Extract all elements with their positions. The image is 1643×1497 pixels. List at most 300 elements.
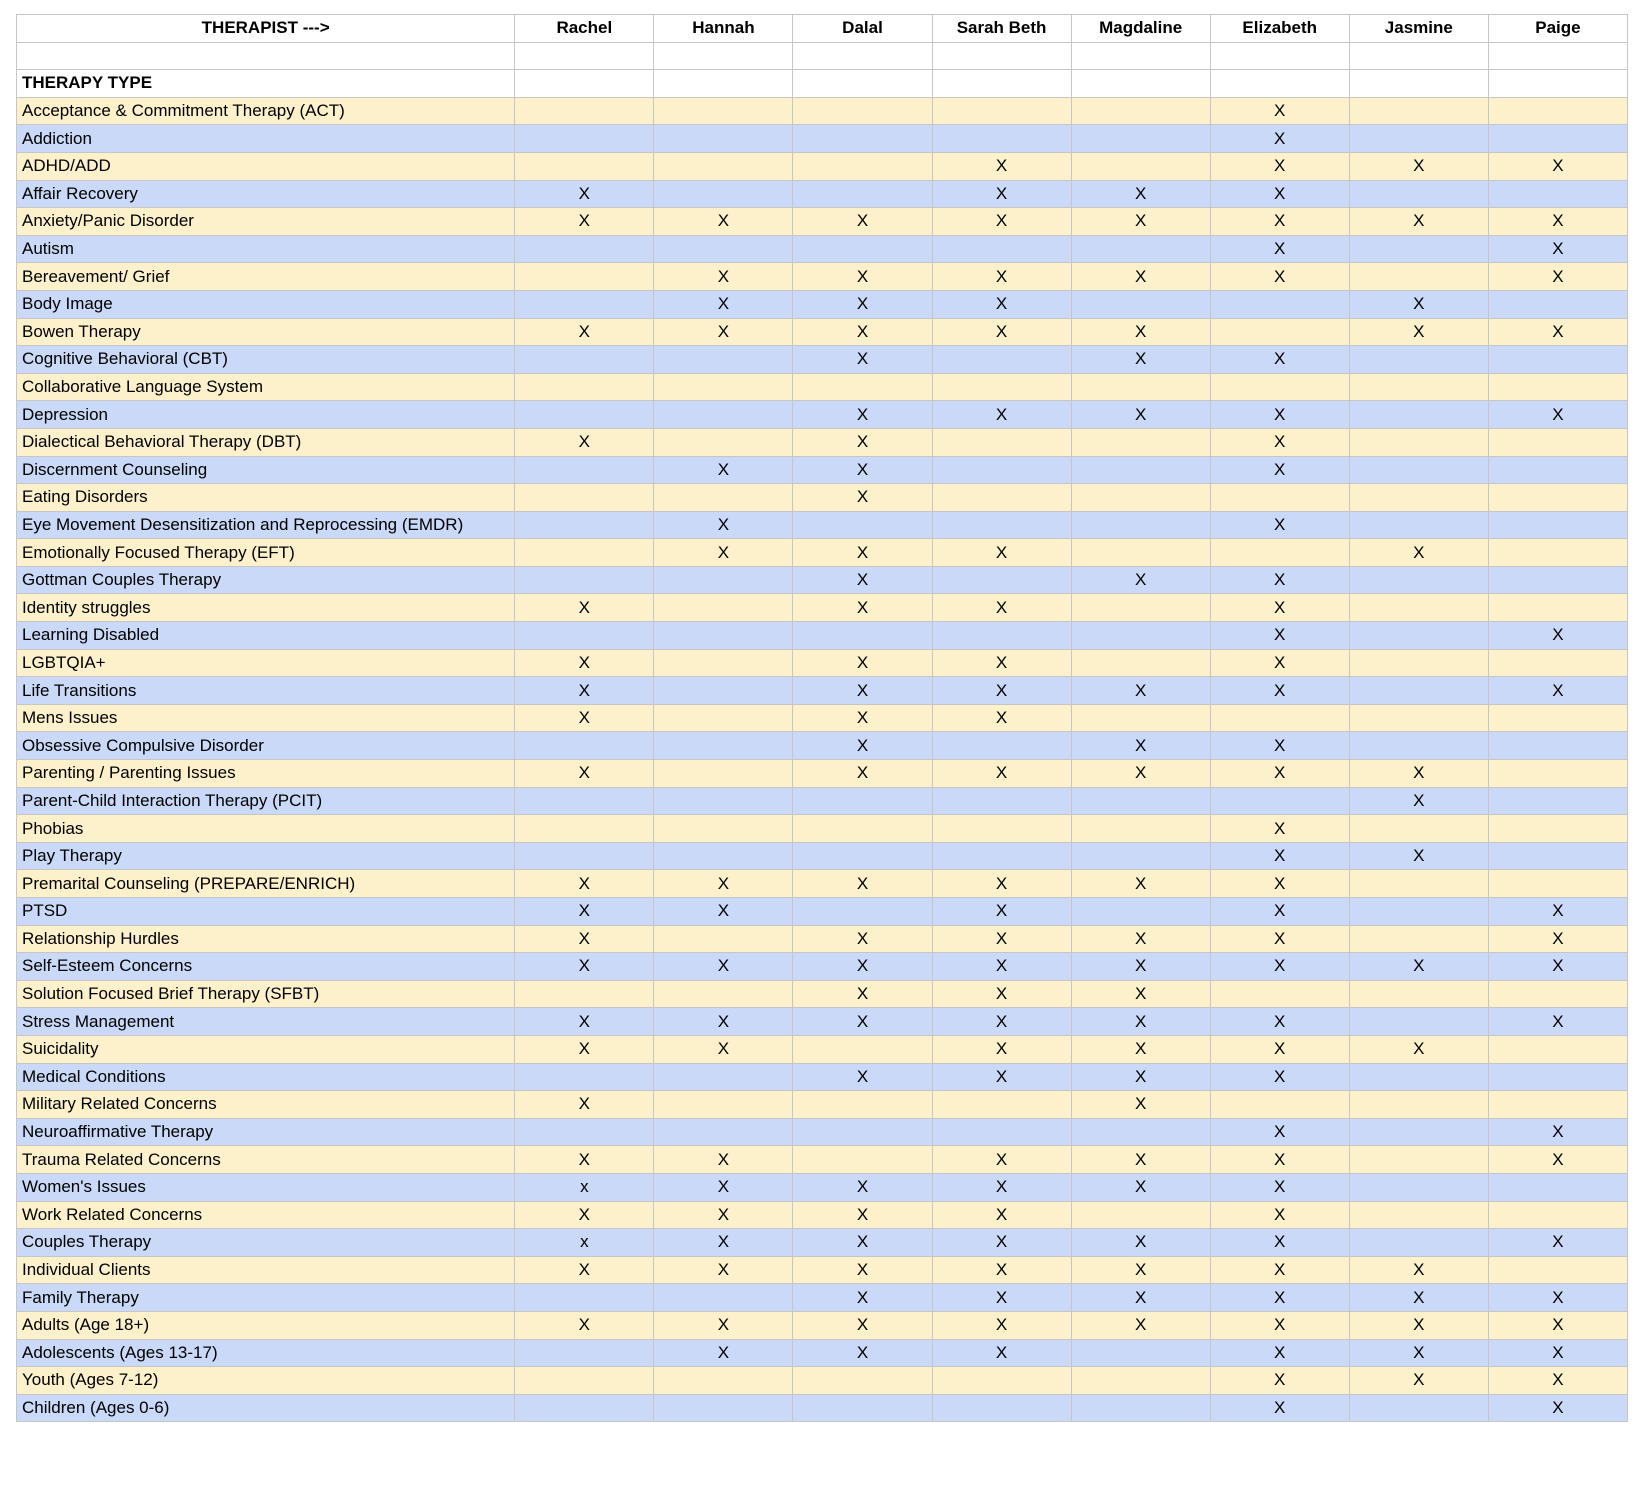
specialty-mark-cell: X (654, 1339, 793, 1367)
specialty-mark-cell (515, 484, 654, 512)
specialty-mark-cell: X (1210, 1063, 1349, 1091)
specialty-mark-cell: X (1488, 622, 1627, 650)
specialty-mark-cell: X (1071, 732, 1210, 760)
specialty-mark-cell (1349, 1008, 1488, 1036)
specialty-mark-cell: X (932, 1201, 1071, 1229)
specialty-mark-cell (1071, 594, 1210, 622)
specialty-mark-cell: X (932, 1063, 1071, 1091)
therapy-type-label: ADHD/ADD (17, 152, 515, 180)
specialty-mark-cell (1349, 373, 1488, 401)
therapy-type-label: Trauma Related Concerns (17, 1146, 515, 1174)
specialty-mark-cell (932, 622, 1071, 650)
specialty-mark-cell: X (932, 760, 1071, 788)
specialty-mark-cell: X (1210, 677, 1349, 705)
specialty-mark-cell: X (1210, 925, 1349, 953)
specialty-mark-cell (1349, 649, 1488, 677)
therapy-type-label: Solution Focused Brief Therapy (SFBT) (17, 980, 515, 1008)
specialty-mark-cell (793, 125, 932, 153)
specialty-mark-cell (1071, 704, 1210, 732)
specialty-mark-cell (1488, 539, 1627, 567)
table-row (17, 290, 1628, 318)
table-row (17, 980, 1628, 1008)
table-row (17, 152, 1628, 180)
specialty-mark-cell (793, 97, 932, 125)
therapy-type-label: Dialectical Behavioral Therapy (DBT) (17, 428, 515, 456)
specialty-mark-cell: X (654, 1229, 793, 1257)
specialty-mark-cell: X (1071, 346, 1210, 374)
specialty-mark-cell: X (1210, 594, 1349, 622)
table-row (17, 1173, 1628, 1201)
therapy-type-label: Gottman Couples Therapy (17, 566, 515, 594)
specialty-mark-cell (1488, 1063, 1627, 1091)
specialty-mark-cell: X (793, 1229, 932, 1257)
therapy-type-label: Collaborative Language System (17, 373, 515, 401)
therapist-name: Rachel (515, 15, 654, 43)
therapist-specialty-table (16, 14, 1628, 1422)
specialty-mark-cell: X (1071, 1256, 1210, 1284)
specialty-mark-cell (515, 842, 654, 870)
specialty-mark-cell: X (654, 318, 793, 346)
specialty-mark-cell (793, 511, 932, 539)
table-row (17, 870, 1628, 898)
therapy-type-label: Children (Ages 0-6) (17, 1394, 515, 1422)
specialty-mark-cell: X (654, 953, 793, 981)
therapy-type-label: Eye Movement Desensitization and Reprocessing (EMDR) (17, 511, 515, 539)
specialty-mark-cell: X (515, 594, 654, 622)
specialty-mark-cell: X (1349, 787, 1488, 815)
specialty-mark-cell (1071, 787, 1210, 815)
specialty-mark-cell (1071, 649, 1210, 677)
specialty-mark-cell: X (793, 456, 932, 484)
specialty-mark-cell: X (1071, 760, 1210, 788)
specialty-mark-cell (932, 1367, 1071, 1395)
specialty-mark-cell (1349, 1146, 1488, 1174)
table-row (17, 456, 1628, 484)
specialty-mark-cell: X (1210, 401, 1349, 429)
specialty-mark-cell (1488, 870, 1627, 898)
specialty-mark-cell (515, 1063, 654, 1091)
specialty-mark-cell: X (793, 1173, 932, 1201)
therapy-type-label: Obsessive Compulsive Disorder (17, 732, 515, 760)
table-row (17, 1284, 1628, 1312)
specialty-mark-cell (654, 373, 793, 401)
specialty-mark-cell (1071, 1367, 1210, 1395)
specialty-mark-cell (654, 428, 793, 456)
specialty-mark-cell: X (1210, 180, 1349, 208)
specialty-mark-cell: X (515, 1146, 654, 1174)
specialty-mark-cell: X (793, 980, 932, 1008)
specialty-mark-cell: X (1071, 263, 1210, 291)
specialty-mark-cell (1349, 428, 1488, 456)
specialty-mark-cell (1488, 649, 1627, 677)
therapy-type-label: Neuroaffirmative Therapy (17, 1118, 515, 1146)
specialty-mark-cell: X (793, 1339, 932, 1367)
therapy-type-label: Parent-Child Interaction Therapy (PCIT) (17, 787, 515, 815)
specialty-mark-cell (932, 456, 1071, 484)
specialty-mark-cell: X (1210, 622, 1349, 650)
table-row (17, 263, 1628, 291)
specialty-mark-cell (654, 649, 793, 677)
table-row (17, 1201, 1628, 1229)
specialty-mark-cell: X (1210, 152, 1349, 180)
specialty-mark-cell (1210, 704, 1349, 732)
therapist-name: Hannah (654, 15, 793, 43)
therapist-name: Jasmine (1349, 15, 1488, 43)
specialty-mark-cell (1488, 428, 1627, 456)
specialty-mark-cell: X (932, 870, 1071, 898)
specialty-mark-cell: X (1071, 566, 1210, 594)
therapy-type-label: Individual Clients (17, 1256, 515, 1284)
specialty-mark-cell (654, 980, 793, 1008)
specialty-mark-cell (932, 97, 1071, 125)
specialty-mark-cell (1488, 125, 1627, 153)
specialty-mark-cell (515, 152, 654, 180)
specialty-mark-cell: X (793, 1008, 932, 1036)
specialty-mark-cell (793, 152, 932, 180)
specialty-mark-cell: X (793, 925, 932, 953)
specialty-mark-cell (1349, 346, 1488, 374)
table-row (17, 898, 1628, 926)
specialty-mark-cell: X (654, 290, 793, 318)
specialty-mark-cell (654, 925, 793, 953)
specialty-mark-cell: X (654, 1146, 793, 1174)
specialty-mark-cell: X (515, 1035, 654, 1063)
specialty-mark-cell: X (515, 1091, 654, 1119)
specialty-mark-cell (654, 842, 793, 870)
specialty-mark-cell: X (932, 263, 1071, 291)
specialty-mark-cell (1349, 566, 1488, 594)
therapy-type-label: Women's Issues (17, 1173, 515, 1201)
specialty-mark-cell (515, 125, 654, 153)
specialty-mark-cell (1071, 1118, 1210, 1146)
specialty-mark-cell: x (515, 1173, 654, 1201)
specialty-mark-cell (1349, 677, 1488, 705)
table-row (17, 566, 1628, 594)
specialty-mark-cell (1349, 1173, 1488, 1201)
therapy-type-label: Adults (Age 18+) (17, 1311, 515, 1339)
table-row (17, 760, 1628, 788)
specialty-mark-cell (1488, 787, 1627, 815)
specialty-mark-cell (654, 152, 793, 180)
specialty-mark-cell: X (1210, 870, 1349, 898)
specialty-mark-cell (1488, 566, 1627, 594)
specialty-mark-cell (515, 1394, 654, 1422)
specialty-mark-cell (515, 566, 654, 594)
specialty-mark-cell (654, 1091, 793, 1119)
specialty-mark-cell: X (1488, 1394, 1627, 1422)
specialty-mark-cell (515, 373, 654, 401)
specialty-mark-cell: X (932, 180, 1071, 208)
specialty-mark-cell: X (793, 732, 932, 760)
specialty-mark-cell: X (1210, 1367, 1349, 1395)
specialty-mark-cell: X (793, 401, 932, 429)
therapy-type-label: Addiction (17, 125, 515, 153)
specialty-mark-cell: X (1210, 456, 1349, 484)
specialty-mark-cell: x (515, 1229, 654, 1257)
therapy-type-label: Acceptance & Commitment Therapy (ACT) (17, 97, 515, 125)
table-row (17, 622, 1628, 650)
specialty-mark-cell (1210, 787, 1349, 815)
specialty-mark-cell: X (654, 1201, 793, 1229)
specialty-mark-cell: X (1071, 953, 1210, 981)
specialty-mark-cell (1349, 622, 1488, 650)
specialty-mark-cell: X (515, 1256, 654, 1284)
specialty-mark-cell (515, 1118, 654, 1146)
therapy-type-label: LGBTQIA+ (17, 649, 515, 677)
specialty-mark-cell: X (1488, 1367, 1627, 1395)
specialty-mark-cell (1488, 456, 1627, 484)
specialty-mark-cell: X (515, 870, 654, 898)
specialty-mark-cell (932, 1091, 1071, 1119)
specialty-mark-cell (1488, 511, 1627, 539)
specialty-mark-cell (1071, 290, 1210, 318)
specialty-mark-cell (515, 539, 654, 567)
specialty-mark-cell: X (654, 511, 793, 539)
specialty-mark-cell: X (932, 677, 1071, 705)
specialty-mark-cell (793, 1035, 932, 1063)
specialty-mark-cell (515, 1339, 654, 1367)
table-row (17, 346, 1628, 374)
specialty-mark-cell (1349, 180, 1488, 208)
specialty-mark-cell (654, 1063, 793, 1091)
specialty-mark-cell: X (1071, 1284, 1210, 1312)
specialty-mark-cell: X (515, 428, 654, 456)
blank-row (17, 42, 1628, 70)
specialty-mark-cell (1071, 97, 1210, 125)
specialty-mark-cell: X (515, 760, 654, 788)
therapy-type-label: Military Related Concerns (17, 1091, 515, 1119)
specialty-mark-cell (1488, 815, 1627, 843)
table-row (17, 484, 1628, 512)
specialty-mark-cell (1488, 290, 1627, 318)
specialty-mark-cell: X (1071, 1311, 1210, 1339)
table-row (17, 125, 1628, 153)
table-row (17, 180, 1628, 208)
specialty-mark-cell: X (1210, 1339, 1349, 1367)
table-row (17, 649, 1628, 677)
specialty-mark-cell: X (793, 484, 932, 512)
specialty-mark-cell: X (1210, 428, 1349, 456)
specialty-mark-cell: X (932, 1008, 1071, 1036)
specialty-mark-cell: X (1071, 180, 1210, 208)
specialty-mark-cell: X (793, 346, 932, 374)
section-title: THERAPY TYPE (17, 70, 515, 98)
specialty-mark-cell: X (515, 898, 654, 926)
therapy-type-label: Identity struggles (17, 594, 515, 622)
header-row (17, 15, 1628, 43)
specialty-mark-cell: X (1488, 1284, 1627, 1312)
therapist-name: Magdaline (1071, 15, 1210, 43)
specialty-mark-cell (793, 1118, 932, 1146)
specialty-mark-cell (1349, 401, 1488, 429)
specialty-mark-cell: X (515, 925, 654, 953)
therapy-type-label: Phobias (17, 815, 515, 843)
specialty-mark-cell (1349, 263, 1488, 291)
table-row (17, 401, 1628, 429)
specialty-mark-cell (1349, 511, 1488, 539)
table-row (17, 1146, 1628, 1174)
specialty-mark-cell: X (1210, 898, 1349, 926)
therapy-type-label: Youth (Ages 7-12) (17, 1367, 515, 1395)
therapy-type-label: Adolescents (Ages 13-17) (17, 1339, 515, 1367)
specialty-mark-cell: X (1349, 842, 1488, 870)
table-row (17, 704, 1628, 732)
specialty-mark-cell: X (1210, 815, 1349, 843)
specialty-mark-cell: X (932, 539, 1071, 567)
specialty-mark-cell (515, 263, 654, 291)
specialty-mark-cell (1071, 1201, 1210, 1229)
specialty-mark-cell (515, 511, 654, 539)
specialty-mark-cell (793, 180, 932, 208)
specialty-mark-cell: X (1210, 1008, 1349, 1036)
specialty-mark-cell (1488, 1201, 1627, 1229)
table-row (17, 1008, 1628, 1036)
table-row (17, 1091, 1628, 1119)
table-row (17, 235, 1628, 263)
specialty-mark-cell (654, 622, 793, 650)
specialty-mark-cell (1488, 732, 1627, 760)
specialty-mark-cell: X (1210, 1229, 1349, 1257)
specialty-mark-cell: X (1488, 1118, 1627, 1146)
specialty-mark-cell: X (1488, 152, 1627, 180)
specialty-mark-cell (1071, 1339, 1210, 1367)
therapy-type-label: Emotionally Focused Therapy (EFT) (17, 539, 515, 567)
therapist-name: Elizabeth (1210, 15, 1349, 43)
specialty-mark-cell: X (654, 263, 793, 291)
specialty-mark-cell: X (515, 953, 654, 981)
specialty-mark-cell: X (1071, 1146, 1210, 1174)
table-row (17, 1118, 1628, 1146)
specialty-mark-cell: X (1210, 1118, 1349, 1146)
specialty-mark-cell (932, 235, 1071, 263)
therapy-type-label: Affair Recovery (17, 180, 515, 208)
specialty-mark-cell (1071, 622, 1210, 650)
therapist-header-label: THERAPIST ---> (17, 15, 515, 43)
specialty-mark-cell (1210, 484, 1349, 512)
specialty-mark-cell (515, 346, 654, 374)
specialty-mark-cell: X (793, 594, 932, 622)
therapist-name: Sarah Beth (932, 15, 1071, 43)
specialty-mark-cell (1071, 125, 1210, 153)
specialty-mark-cell: X (932, 1146, 1071, 1174)
table-row (17, 1229, 1628, 1257)
specialty-mark-cell: X (793, 1256, 932, 1284)
specialty-mark-cell: X (1071, 1063, 1210, 1091)
specialty-mark-cell (1349, 125, 1488, 153)
specialty-mark-cell (654, 1284, 793, 1312)
specialty-mark-cell (1488, 180, 1627, 208)
specialty-mark-cell (1349, 1394, 1488, 1422)
specialty-mark-cell (515, 732, 654, 760)
specialty-mark-cell (932, 842, 1071, 870)
specialty-mark-cell: X (1210, 1173, 1349, 1201)
specialty-mark-cell: X (1349, 953, 1488, 981)
specialty-mark-cell: X (1488, 263, 1627, 291)
specialty-mark-cell (515, 401, 654, 429)
specialty-mark-cell (793, 235, 932, 263)
specialty-mark-cell (1349, 815, 1488, 843)
specialty-mark-cell (1210, 1091, 1349, 1119)
specialty-mark-cell: X (1488, 401, 1627, 429)
table-row (17, 511, 1628, 539)
table-row (17, 787, 1628, 815)
specialty-mark-cell (1349, 898, 1488, 926)
specialty-mark-cell: X (515, 677, 654, 705)
specialty-mark-cell (932, 1118, 1071, 1146)
specialty-mark-cell: X (1349, 1035, 1488, 1063)
specialty-mark-cell (1210, 539, 1349, 567)
specialty-mark-cell (932, 815, 1071, 843)
table-row (17, 1311, 1628, 1339)
specialty-mark-cell: X (1488, 208, 1627, 236)
specialty-mark-cell: X (654, 1035, 793, 1063)
specialty-mark-cell: X (793, 318, 932, 346)
specialty-mark-cell: X (654, 539, 793, 567)
therapy-type-label: Discernment Counseling (17, 456, 515, 484)
specialty-mark-cell: X (1210, 649, 1349, 677)
specialty-mark-cell: X (1349, 760, 1488, 788)
specialty-mark-cell: X (1210, 1035, 1349, 1063)
specialty-mark-cell: X (793, 760, 932, 788)
specialty-mark-cell (1071, 373, 1210, 401)
specialty-mark-cell (932, 1394, 1071, 1422)
specialty-mark-cell: X (932, 1229, 1071, 1257)
specialty-mark-cell: X (515, 208, 654, 236)
specialty-mark-cell (515, 980, 654, 1008)
specialty-mark-cell: X (1210, 760, 1349, 788)
specialty-mark-cell (1349, 980, 1488, 1008)
specialty-mark-cell: X (1349, 1284, 1488, 1312)
specialty-mark-cell (1071, 456, 1210, 484)
specialty-mark-cell: X (1488, 318, 1627, 346)
specialty-mark-cell: X (1210, 97, 1349, 125)
specialty-mark-cell: X (1210, 1394, 1349, 1422)
specialty-mark-cell (1488, 484, 1627, 512)
specialty-mark-cell (1210, 318, 1349, 346)
specialty-mark-cell (1210, 980, 1349, 1008)
therapy-type-label: Parenting / Parenting Issues (17, 760, 515, 788)
specialty-mark-cell (1349, 484, 1488, 512)
specialty-mark-cell (793, 1367, 932, 1395)
specialty-mark-cell (515, 97, 654, 125)
specialty-mark-cell: X (1210, 346, 1349, 374)
specialty-mark-cell: X (1071, 1008, 1210, 1036)
specialty-mark-cell: X (1210, 1284, 1349, 1312)
specialty-mark-cell (932, 346, 1071, 374)
specialty-mark-cell: X (932, 704, 1071, 732)
specialty-mark-cell: X (793, 870, 932, 898)
table-row (17, 373, 1628, 401)
therapy-type-label: Anxiety/Panic Disorder (17, 208, 515, 236)
specialty-mark-cell: X (515, 1008, 654, 1036)
specialty-mark-cell: X (654, 456, 793, 484)
specialty-mark-cell (654, 704, 793, 732)
specialty-mark-cell: X (654, 1008, 793, 1036)
table-row (17, 539, 1628, 567)
table-row (17, 208, 1628, 236)
specialty-mark-cell (1488, 594, 1627, 622)
specialty-mark-cell: X (1071, 980, 1210, 1008)
specialty-mark-cell (1349, 1091, 1488, 1119)
therapy-type-label: Relationship Hurdles (17, 925, 515, 953)
specialty-mark-cell: X (1071, 677, 1210, 705)
specialty-mark-cell (1349, 97, 1488, 125)
specialty-mark-cell: X (1210, 842, 1349, 870)
specialty-mark-cell: X (1210, 511, 1349, 539)
specialty-mark-cell: X (793, 677, 932, 705)
specialty-mark-cell: X (932, 318, 1071, 346)
specialty-mark-cell (932, 566, 1071, 594)
